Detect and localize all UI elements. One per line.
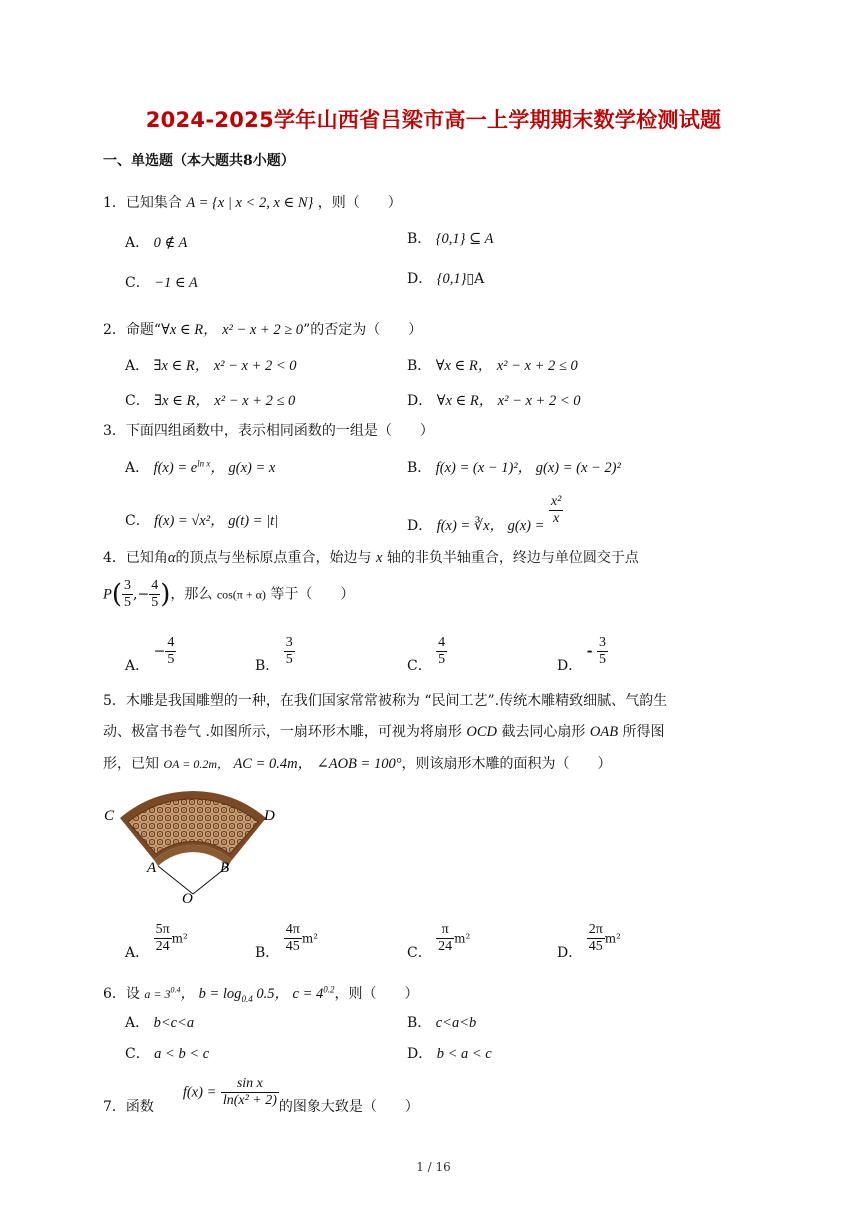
- q5-option-b: [255, 922, 319, 961]
- fraction-numerator: 4: [438, 635, 446, 650]
- fraction-denominator: 24: [438, 939, 453, 954]
- q5-oa: OA = 0.2m，: [163, 757, 229, 771]
- q4-option-d: [557, 635, 608, 674]
- option-label: B．: [407, 358, 432, 374]
- q6-b-arg: 0.5: [252, 986, 275, 1002]
- fraction-denominator: ln(x² + 2): [222, 1093, 277, 1108]
- q6-a: a = 3: [144, 987, 171, 1001]
- option-label: A．: [125, 657, 150, 674]
- option-math: ， g(x) =: [489, 517, 545, 534]
- fraction-numerator: 2π: [588, 922, 603, 937]
- q3-option-a: [125, 456, 275, 477]
- q4-stem-text: 的顶点与坐标原点重合，始边与: [175, 550, 372, 566]
- option-label: A．: [125, 235, 150, 251]
- option-fraction: [436, 635, 447, 668]
- option-label: A．: [125, 358, 150, 374]
- option-math: ∃x ∈ R，: [153, 358, 210, 374]
- q4-stem-tail: 等于（ ）: [270, 586, 355, 603]
- option-label: C．: [125, 393, 150, 409]
- q6-stem-text: 6．设: [103, 986, 140, 1002]
- fraction-numerator: 3: [124, 578, 132, 593]
- q7-stem-tail: 的图象大致是（ ）: [278, 1098, 419, 1115]
- option-math: b < a < c: [436, 1046, 492, 1062]
- option-math: ∃x ∈ R，: [154, 393, 210, 409]
- option-math: f(x) = (x − 1)²， g(x) = (x − 2)²: [435, 460, 621, 476]
- option-math: c<a<b: [435, 1015, 477, 1031]
- fraction-numerator: 5π: [155, 922, 170, 937]
- q4-fraction: [122, 578, 133, 611]
- fraction-denominator: 5: [167, 652, 175, 667]
- q4-point-p: P: [103, 586, 112, 603]
- q4-separator: ,−: [133, 586, 150, 603]
- fraction-numerator: x²: [550, 494, 562, 509]
- label-a: A: [147, 860, 157, 876]
- q4-option-b: [255, 635, 295, 674]
- option-label: B．: [407, 1015, 432, 1031]
- option-label: D．: [407, 271, 433, 287]
- question-3-stem: 3．下面四组函数中，表示相同函数的一组是（ ）: [103, 423, 434, 439]
- q1-option-c: [125, 272, 198, 292]
- q2-option-c: [125, 389, 295, 410]
- option-math: x² − x + 2 ≤ 0: [214, 393, 296, 409]
- left-paren: (: [111, 579, 123, 610]
- q6-b-base: 0.4: [241, 993, 253, 1004]
- q5-text: 动、极富书卷气 .如图所示，一扇环形木雕，可视为将扇形: [103, 724, 462, 740]
- page-number: 1 / 16: [416, 1160, 451, 1174]
- q5-option-a: [125, 922, 188, 961]
- q4-stem-text: 轴的非负半轴重合，终边与单位圆交于点: [386, 550, 639, 566]
- q5-text: 截去同心扇形: [501, 724, 586, 740]
- option-math: b<c<a: [153, 1015, 195, 1031]
- fraction-numerator: π: [436, 922, 454, 939]
- option-label: B．: [407, 460, 432, 476]
- q3-option-d: [407, 494, 563, 534]
- q6-option-a: [125, 1012, 194, 1032]
- option-math: x² − x + 2 < 0: [213, 358, 297, 374]
- q1-stem-text: 1．已知集合: [103, 195, 182, 211]
- q1-option-b: [407, 228, 493, 248]
- option-unit: m²: [171, 931, 188, 946]
- fraction-numerator: sin x: [221, 1076, 279, 1093]
- q6-stem-tail: ，则（ ）: [334, 986, 419, 1002]
- q4-x: x: [376, 550, 383, 566]
- option-math: f(x) = √x²: [154, 513, 211, 529]
- question-4-stem-line2: [103, 578, 354, 611]
- option-math: {0,1}: [436, 271, 467, 287]
- option-unit: m²: [301, 931, 319, 946]
- sector-carving-figure: [100, 790, 290, 910]
- option-label: D．: [407, 393, 433, 409]
- option-sign: −: [153, 643, 166, 660]
- q5-oab: OAB: [589, 724, 619, 740]
- option-math: x² − x + 2 < 0: [497, 393, 581, 409]
- option-fraction: [597, 635, 608, 668]
- option-math: ， g(x) = x: [210, 460, 276, 476]
- option-label: B．: [407, 231, 432, 247]
- label-c: C: [104, 808, 115, 824]
- q6-c-exponent: 0.2: [323, 984, 335, 995]
- option-label: C．: [125, 275, 150, 291]
- option-label: D．: [407, 1046, 433, 1062]
- question-4-stem-line1: [103, 547, 639, 567]
- option-math: ∀x ∈ R，: [435, 358, 493, 374]
- q5-text: 形，已知: [103, 756, 159, 772]
- option-label: B．: [255, 657, 280, 674]
- fraction-numerator: 4: [151, 578, 159, 593]
- q5-angle: ∠AOB = 100°: [316, 756, 402, 772]
- option-label: C．: [125, 513, 150, 529]
- q2-stem-text: 2．命题“: [103, 322, 162, 338]
- option-sign: -: [586, 643, 593, 660]
- fraction-denominator: x: [552, 511, 560, 526]
- option-math: f(x) = ∛x: [436, 517, 490, 534]
- question-7-stem: [103, 1076, 419, 1115]
- option-math: a < b < c: [154, 1046, 210, 1062]
- label-o: O: [182, 891, 193, 907]
- option-label: D．: [407, 517, 433, 534]
- fraction-numerator: 4: [167, 635, 175, 650]
- q2-inequality: x² − x + 2 ≥ 0: [222, 322, 304, 338]
- q5-text: 所得图: [622, 724, 665, 740]
- q7-fraction: [221, 1076, 279, 1109]
- fraction-denominator: 24: [155, 939, 170, 954]
- option-math: x² − x + 2 ≤ 0: [496, 358, 578, 374]
- option-unit: m²: [604, 931, 621, 946]
- option-tail: ▯A: [466, 271, 485, 287]
- q3-option-c: [125, 509, 278, 530]
- option-label: B．: [255, 944, 280, 961]
- q1-stem-tail: ，则（ ）: [317, 195, 402, 211]
- option-math: ， g(t) = |t|: [210, 513, 279, 529]
- q4-option-a: [125, 635, 176, 674]
- option-math: ∀x ∈ R，: [436, 393, 494, 409]
- option-fraction: [284, 635, 295, 668]
- q5-ocd: OCD: [466, 724, 497, 740]
- option-label: A．: [125, 1015, 150, 1031]
- option-fraction: [436, 922, 454, 955]
- option-math: −1 ∈ A: [154, 275, 198, 291]
- q6-option-c: [125, 1043, 209, 1063]
- option-superscript: ln x: [197, 458, 211, 469]
- document-title: 2024-2025学年山西省吕梁市高一上学期期末数学检测试题: [145, 108, 722, 132]
- fraction-numerator: 4π: [285, 922, 300, 937]
- q5-option-d: [557, 922, 621, 961]
- section-header: 一、单选题（本大题共8小题）: [103, 153, 295, 169]
- q4-fraction: [149, 578, 160, 611]
- option-label: C．: [407, 944, 432, 961]
- q5-option-c: [407, 922, 471, 961]
- option-label: D．: [557, 944, 583, 961]
- question-5-line3: [103, 752, 612, 773]
- q2-option-a: [125, 354, 297, 375]
- fraction-denominator: 5: [438, 652, 446, 667]
- option-unit: m²: [454, 931, 471, 946]
- q4-alpha: α: [167, 550, 176, 566]
- q6-option-d: [407, 1043, 492, 1063]
- question-6-stem: [103, 982, 419, 1004]
- fraction-numerator: 3: [598, 635, 606, 650]
- option-math: 0 ∉ A: [153, 235, 188, 251]
- q6-a-exponent: 0.4: [170, 985, 181, 995]
- fraction-denominator: 45: [285, 939, 300, 954]
- option-label: C．: [125, 1046, 150, 1062]
- question-1-stem: [103, 192, 402, 212]
- q7-stem-text: 7．函数: [103, 1098, 154, 1115]
- q2-option-b: [407, 354, 578, 375]
- fraction-denominator: 5: [598, 652, 606, 667]
- question-5-line1: 5．木雕是我国雕塑的一种，在我们国家常常被称为 “民间工艺”.传统木雕精致细腻、气韵生: [103, 693, 668, 709]
- right-paren: ): [160, 579, 171, 610]
- fraction-denominator: 5: [124, 595, 132, 610]
- q2-quantifier: ∀x ∈ R，: [161, 322, 218, 338]
- q5-text: ，则该扇形木雕的面积为（ ）: [401, 756, 612, 772]
- q2-stem-tail: ”的否定为（ ）: [303, 322, 423, 338]
- question-5-line2: [103, 721, 665, 741]
- option-fraction: [165, 635, 176, 668]
- line-ao: [158, 866, 193, 894]
- option-fraction: [154, 922, 172, 955]
- fraction-denominator: 45: [588, 939, 603, 954]
- q4-stem-text: 4．已知角: [103, 550, 168, 566]
- q4-option-c: [407, 635, 447, 674]
- q4-cos-expression: cos(π + α): [216, 587, 266, 602]
- option-label: C．: [407, 657, 432, 674]
- option-math: f(x) = e: [153, 460, 198, 476]
- q6-b: ， b = log: [180, 986, 242, 1002]
- option-math: {0,1} ⊆ A: [435, 231, 494, 247]
- label-d: D: [264, 808, 275, 824]
- q2-option-d: [407, 389, 581, 410]
- q5-ac: AC = 0.4m，: [233, 756, 313, 772]
- q4-stem-text: ，那么: [170, 586, 213, 603]
- q1-set-notation: A = {x | x < 2, x ∈ N}: [186, 195, 314, 211]
- option-label: A．: [125, 944, 150, 961]
- fraction-denominator: 5: [285, 652, 293, 667]
- q7-function: f(x) =: [182, 1084, 217, 1101]
- q3-option-b: [407, 456, 621, 477]
- fraction-numerator: 3: [285, 635, 293, 650]
- fraction-denominator: 5: [151, 595, 159, 610]
- q1-option-d: [407, 268, 484, 288]
- option-fraction: [549, 494, 563, 527]
- label-b: B: [220, 860, 230, 876]
- q1-option-a: [125, 232, 187, 252]
- option-fraction: [284, 922, 302, 955]
- q6-option-b: [407, 1012, 476, 1032]
- question-2-stem: [103, 318, 422, 339]
- option-fraction: [587, 922, 605, 955]
- option-label: A．: [125, 460, 150, 476]
- q6-c: ， c = 4: [274, 986, 324, 1002]
- option-label: D．: [557, 657, 583, 674]
